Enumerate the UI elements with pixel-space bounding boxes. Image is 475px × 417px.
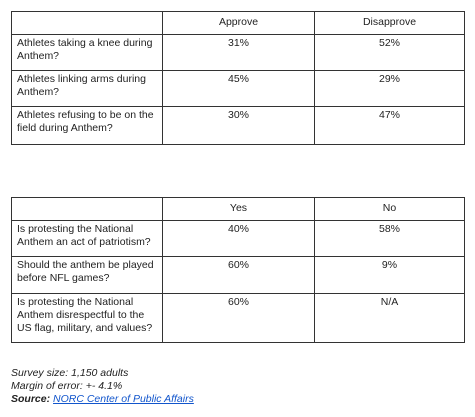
survey-size-text: Survey size: 1,150 adults (11, 367, 129, 379)
table-row (12, 294, 465, 343)
question-cell: Athletes taking a knee during Anthem? (12, 35, 163, 71)
header-cell-yes: Yes (163, 198, 315, 221)
header-cell-empty (12, 198, 163, 221)
source-link[interactable]: NORC Center of Public Affairs (53, 393, 194, 405)
yes-no-table (11, 197, 465, 343)
no-cell: 58% (315, 221, 465, 257)
table-header-row (12, 198, 465, 221)
table-row (12, 35, 465, 71)
table-row (12, 71, 465, 107)
disapprove-cell: 52% (315, 35, 465, 71)
survey-footer (11, 367, 194, 406)
question-cell: Is protesting the National Anthem an act of patriotism? (12, 221, 163, 257)
question-cell: Should the anthem be played before NFL games? (12, 257, 163, 294)
table-row (12, 221, 465, 257)
no-cell: N/A (315, 294, 465, 343)
source-label: Source: (11, 393, 51, 405)
approve-cell: 45% (163, 71, 315, 107)
margin-of-error-text: Margin of error: +- 4.1% (11, 380, 123, 392)
header-cell-disapprove: Disapprove (315, 12, 465, 35)
question-cell: Athletes refusing to be on the field during Anthem? (12, 107, 163, 145)
yes-cell: 60% (163, 294, 315, 343)
table-row (12, 107, 465, 145)
approve-cell: 30% (163, 107, 315, 145)
disapprove-cell: 47% (315, 107, 465, 145)
table-header-row (12, 12, 465, 35)
approve-cell: 31% (163, 35, 315, 71)
header-cell-empty (12, 12, 163, 35)
no-cell: 9% (315, 257, 465, 294)
yes-cell: 60% (163, 257, 315, 294)
disapprove-cell: 29% (315, 71, 465, 107)
header-cell-no: No (315, 198, 465, 221)
header-cell-approve: Approve (163, 12, 315, 35)
approval-table (11, 11, 465, 145)
table-row (12, 257, 465, 294)
question-cell: Athletes linking arms during Anthem? (12, 71, 163, 107)
question-cell: Is protesting the National Anthem disrespectful to the US flag, military, and values? (12, 294, 163, 343)
yes-cell: 40% (163, 221, 315, 257)
source-line (11, 393, 194, 406)
